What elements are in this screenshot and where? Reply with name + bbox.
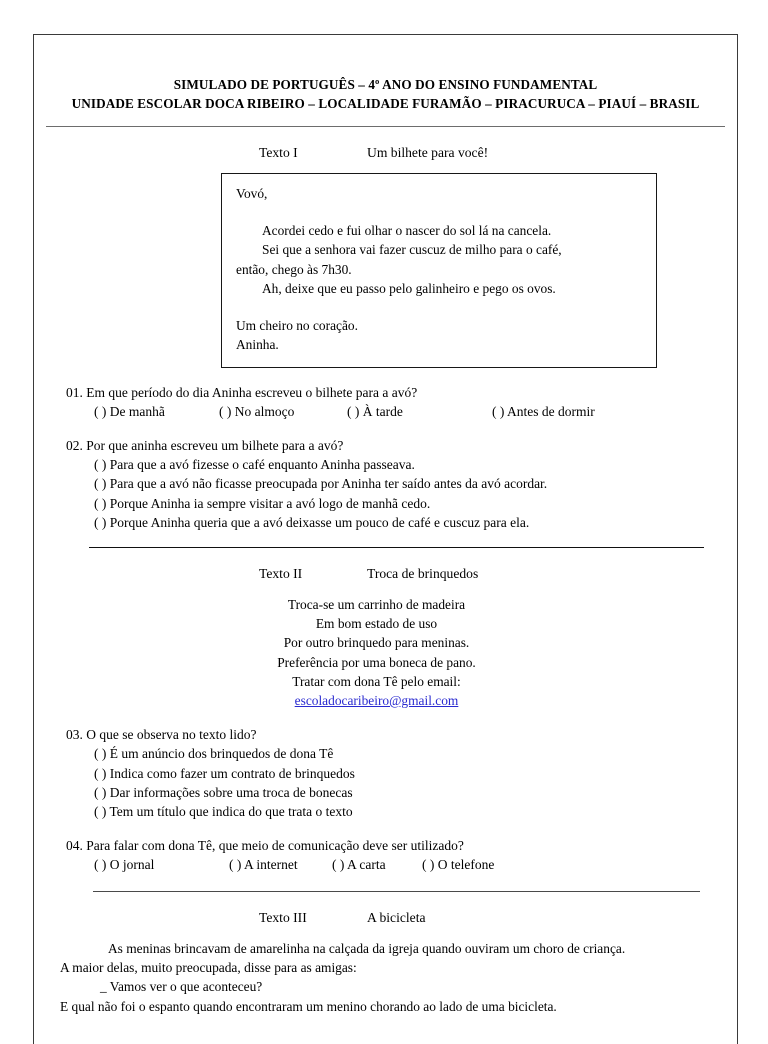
- anuncio-line-4: Preferência por uma boneca de pano.: [277, 654, 476, 670]
- question-04-option-2[interactable]: ( ) A internet: [229, 857, 298, 873]
- texto2-title: Troca de brinquedos: [367, 565, 479, 581]
- question-04: [34, 836, 737, 874]
- question-01-option-3[interactable]: ( ) À tarde: [347, 403, 403, 419]
- question-04-option-3[interactable]: ( ) A carta: [332, 857, 386, 873]
- email-link[interactable]: escoladocaribeiro@gmail.com: [294, 692, 459, 708]
- question-01-options: [66, 402, 737, 421]
- question-02-option-2[interactable]: ( ) Para que a avó não ficasse preocupada por Aninha ter saído antes da avó acordar.: [94, 476, 548, 492]
- question-02-option-1[interactable]: ( ) Para que a avó fizesse o café enquanto Aninha passeava.: [94, 457, 415, 473]
- texto2-label: Texto II: [259, 565, 303, 581]
- texto1-label: Texto I: [259, 145, 298, 160]
- question-04-text: Para falar com dona Tê, que meio de comunicação deve ser utilizado?: [86, 838, 464, 854]
- question-03: [34, 725, 737, 821]
- question-04-stem: [66, 836, 737, 855]
- bilhete-line-1: Acordei cedo e fui olhar o nascer do sol lá na cancela.: [262, 222, 552, 238]
- question-04-options: [66, 855, 737, 874]
- document-header: [34, 75, 737, 113]
- anuncio-line-5: Tratar com dona Tê pelo email:: [292, 673, 461, 689]
- question-03-option-2[interactable]: ( ) Indica como fazer um contrato de brinquedos: [94, 765, 355, 781]
- page-content: [34, 35, 737, 1016]
- texto3-paragraph-2: A maior delas, muito preocupada, disse para as amigas:: [60, 959, 357, 975]
- texto1-heading: [34, 145, 737, 161]
- texto3-paragraph-4: E qual não foi o espanto quando encontraram um menino chorando ao lado de uma bicicleta.: [60, 998, 557, 1014]
- question-01: [34, 383, 737, 421]
- texto2-heading: [34, 566, 737, 582]
- question-02-option-3[interactable]: ( ) Porque Aninha ia sempre visitar a avó logo de manhã cedo.: [94, 495, 431, 511]
- texto3-heading: [34, 910, 737, 926]
- bilhete-line-2: Sei que a senhora vai fazer cuscuz de milho para o café,: [262, 242, 562, 257]
- question-01-text: Em que período do dia Aninha escreveu o bilhete para a avó?: [86, 384, 418, 400]
- question-02: [34, 436, 737, 532]
- question-02-text: Por que aninha escreveu um bilhete para a avó?: [86, 437, 344, 453]
- question-01-number: 01.: [66, 384, 83, 400]
- question-02-number: 02.: [66, 437, 83, 453]
- anuncio-line-2: Em bom estado de uso: [315, 616, 438, 632]
- texto3-paragraph-1: As meninas brincavam de amarelinha na calçada da igreja quando ouviram um choro de criança.: [108, 940, 626, 956]
- question-03-number: 03.: [66, 727, 83, 743]
- question-01-option-4[interactable]: ( ) Antes de dormir: [492, 403, 595, 419]
- texto3-paragraph-3: _ Vamos ver o que aconteceu?: [100, 979, 263, 995]
- header-divider: [46, 126, 725, 127]
- header-line-1: SIMULADO DE PORTUGUÊS – 4º ANO DO ENSINO FUNDAMENTAL: [173, 77, 598, 92]
- question-01-option-1[interactable]: ( ) De manhã: [94, 403, 165, 419]
- question-04-option-1[interactable]: ( ) O jornal: [94, 857, 155, 873]
- texto1-title: Um bilhete para você!: [367, 145, 489, 160]
- bilhete-signature: Aninha.: [236, 337, 279, 352]
- section-divider-2: [93, 891, 700, 892]
- question-03-stem: [66, 725, 737, 744]
- page-frame: [33, 34, 738, 1044]
- anuncio-body: [34, 595, 737, 710]
- bilhete-line-3: então, chego às 7h30.: [236, 261, 352, 277]
- question-03-option-3[interactable]: ( ) Dar informações sobre uma troca de bonecas: [94, 784, 353, 800]
- question-03-option-4[interactable]: ( ) Tem um título que indica do que trata o texto: [94, 803, 353, 819]
- question-04-number: 04.: [66, 838, 83, 854]
- question-01-stem: [66, 383, 737, 402]
- question-02-options: [66, 455, 737, 532]
- anuncio-line-3: Por outro brinquedo para meninas.: [283, 635, 470, 651]
- texto3-label: Texto III: [259, 909, 307, 925]
- question-02-stem: [66, 436, 737, 455]
- bilhete-closing: Um cheiro no coração.: [236, 317, 358, 333]
- question-03-text: O que se observa no texto lido?: [86, 727, 257, 743]
- texto3-title: A bicicleta: [367, 909, 426, 925]
- bilhete-box: [221, 173, 657, 368]
- question-03-options: [66, 744, 737, 821]
- section-divider-1: [89, 547, 704, 548]
- anuncio-email-line: [34, 691, 719, 710]
- anuncio-line-1: Troca-se um carrinho de madeira: [287, 596, 466, 612]
- bilhete-spacer-1: [236, 204, 642, 221]
- question-02-option-4[interactable]: ( ) Porque Aninha queria que a avó deixasse um pouco de café e cuscuz para ela.: [94, 514, 530, 530]
- bilhete-line-4: Ah, deixe que eu passo pelo galinheiro e pego os ovos.: [262, 281, 556, 296]
- question-04-option-4[interactable]: ( ) O telefone: [422, 857, 495, 873]
- bilhete-greeting: Vovó,: [236, 186, 268, 201]
- question-01-option-2[interactable]: ( ) No almoço: [219, 403, 295, 419]
- bilhete-spacer-2: [236, 299, 642, 316]
- texto3-body: [34, 939, 737, 1017]
- question-03-option-1[interactable]: ( ) É um anúncio dos brinquedos de dona Tê: [94, 746, 334, 762]
- header-line-2: UNIDADE ESCOLAR DOCA RIBEIRO – LOCALIDADE FURAMÃO – PIRACURUCA – PIAUÍ – BRASIL: [71, 96, 700, 111]
